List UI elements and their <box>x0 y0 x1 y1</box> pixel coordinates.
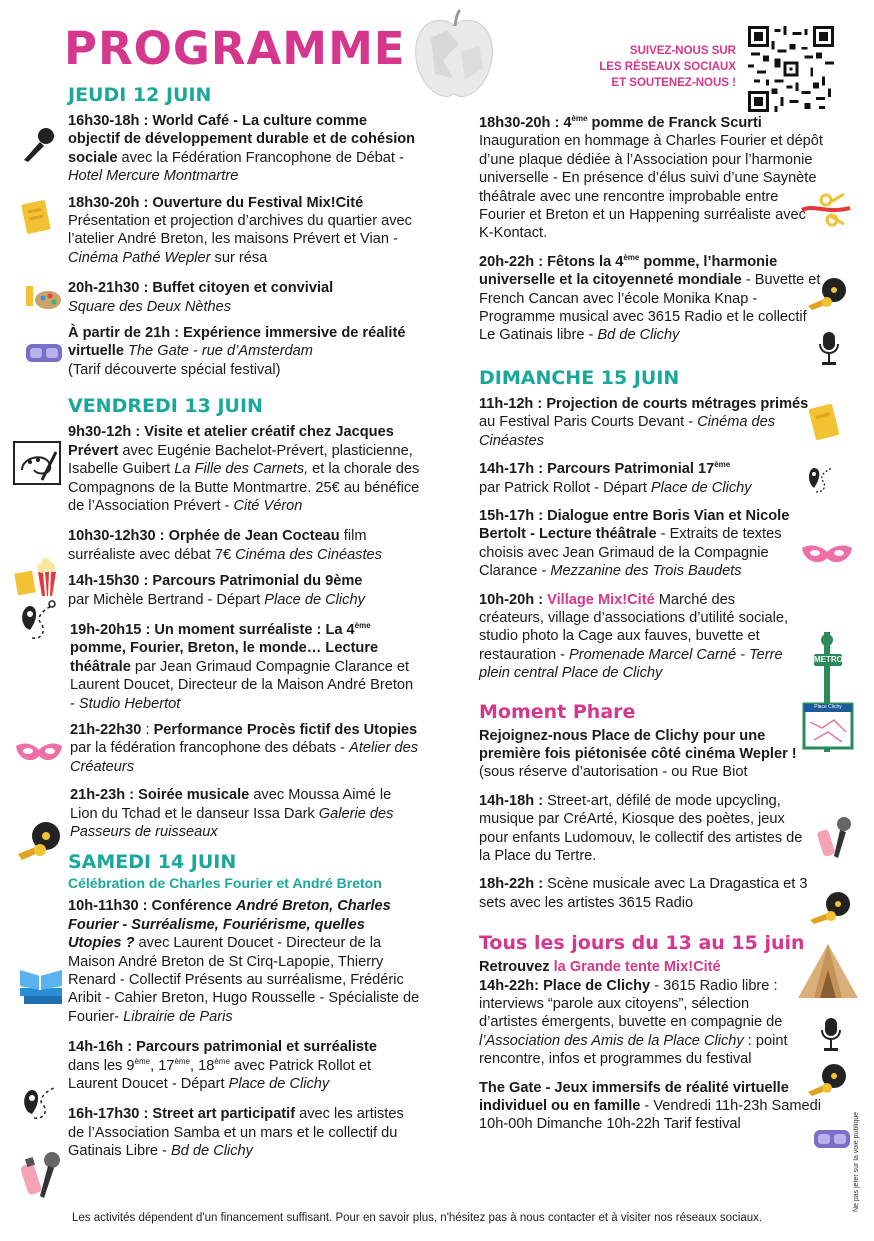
music-vinyl-icon <box>806 1062 848 1098</box>
event-item: 19h-20h15 : Un moment surréaliste : La 4ème pomme, Fourier, Breton, le monde… Lecture théâtrale par Jean Grimaud Compagnie Clarance et Laurent Doucet, Directeur de la Maison André Breton - Studio Hebertot <box>70 621 414 712</box>
qr-code-icon[interactable] <box>746 26 836 112</box>
event-item: Retrouvez la Grande tente Mix!Cité <box>479 959 721 976</box>
studio-mic-icon <box>820 1016 842 1052</box>
event-item: 10h30-12h30 : Orphée de Jean Cocteau film surréaliste avec débat 7€ Cinéma des Cinéastes <box>68 528 382 563</box>
mask-icon <box>14 738 64 766</box>
footer-note: Les activités dépendent d'un financement suffisant. Pour en savoir plus, n'hésitez pas à nous contacter et à visiter nos réseaux sociaux. <box>72 1212 763 1224</box>
route-pin-icon <box>16 598 60 646</box>
metro-label: METRO <box>814 655 843 664</box>
day-heading: VENDREDI 13 JUIN <box>68 395 263 418</box>
event-item: 16h30-18h : World Café - La culture comme objectif de développement durable et de cohésion sociale avec la Fédération Francophone de Débat - Hotel Mercure Montmartre <box>68 113 416 185</box>
event-item: 14h-22h: Place de Clichy - 3615 Radio libre : interviews “parole aux citoyens”, sélection d’artistes émergents, buvette en compagnie de l’Association des Amis de la Place Clichy : point rencontre, infos et programmes du festival <box>479 977 788 1068</box>
vr-headset-icon <box>24 338 64 368</box>
drawing-icon <box>12 440 62 486</box>
event-item: 10h-20h : Village Mix!Cité Marché des créateurs, village d’associations d’utilité sociale, studio photo la Cage aux fauves, buvette et restauration - Promenade Marcel Carné - Terre plein central Place de Clichy <box>479 591 789 682</box>
route-pin-icon <box>18 1082 62 1122</box>
music-vinyl-icon <box>16 820 64 864</box>
event-item: The Gate - Jeux immersifs de réalité virtuelle individuel ou en famille - Vendredi 11h-23h Samedi 10h-00h Dimanche 10h-22h Tarif festival <box>479 1079 822 1133</box>
event-item: 14h-15h30 : Parcours Patrimonial du 9ème par Michèle Bertrand - Départ Place de Clichy <box>68 573 365 608</box>
event-item: 14h-17h : Parcours Patrimonial 17ème par Patrick Rollot - Départ Place de Clichy <box>479 460 752 496</box>
right-column <box>479 114 824 1142</box>
event-item: 16h-17h30 : Street art participatif avec les artistes de l’Association Samba et un mars et le collectif du Gatinais Libre - Bd de Clichy <box>68 1106 404 1160</box>
music-vinyl-icon <box>806 276 848 312</box>
music-vinyl-icon <box>808 890 852 928</box>
page-title: PROGRAMME <box>64 22 406 75</box>
event-item: 18h-22h : Scène musicale avec La Dragastica et 3 sets avec les artistes 3615 Radio <box>479 876 808 911</box>
social-callout: SUIVEZ-NOUS SUR LES RÉSEAUX SOCIAUX ET SOUTENEZ-NOUS ! <box>599 45 736 89</box>
ticket-icon <box>808 402 840 442</box>
event-item: 21h-22h30 : Performance Procès fictif des Utopies par la fédération francophone des débats - Atelier des Créateurs <box>70 721 419 775</box>
vertical-note: Ne pas jeter sur la voie publique <box>853 1111 860 1212</box>
day-heading: DIMANCHE 15 JUIN <box>479 366 680 389</box>
event-item: 14h-18h : Street-art, défilé de mode upcycling, musique par CréArté, Kiosque des poètes, jeux pour enfants Ludomouv, le collectif des artistes de la Place du Tertre. <box>479 792 803 864</box>
event-item: Rejoignez-nous Place de Clichy pour une première fois piétonisée côté cinéma Wepler ! (sous réserve d’autorisation - ou Rue Biot <box>479 727 797 781</box>
day-subheading: Célébration de Charles Fourier et André Breton <box>68 875 382 892</box>
spray-mic-icon <box>18 1150 64 1200</box>
event-item: 20h-22h : Fêtons la 4ème pomme, l’harmonie universelle et la citoyenneté mondiale - Buvette et French Cancan avec l’école Monika Knap - Programme musical avec 3615 Radio et le collectif Le Gatinais libre - Bd de Clichy <box>479 252 821 344</box>
day-heading: SAMEDI 14 JUIN <box>68 851 237 874</box>
left-column <box>68 84 420 1169</box>
metro-sign-icon <box>802 632 854 752</box>
studio-mic-icon <box>818 330 840 366</box>
popcorn-icon <box>14 558 60 598</box>
vr-headset-icon <box>812 1124 852 1154</box>
day-heading: JEUDI 12 JUIN <box>68 84 212 106</box>
event-item: 9h30-12h : Visite et atelier créatif chez Jacques Prévert avec Eugénie Bachelot-Prévert, plasticienne, Isabelle Guibert La Fille des Carnets, et la chorale des Compagnons de la Butte Montmartre. 25€ au bénéfice de l’Association Prévert - Cité Véron <box>68 424 420 514</box>
event-item: À partir de 21h : Expérience immersive de réalité virtuelle The Gate - rue d’Amsterdam (Tarif découverte spécial festival) <box>68 325 406 378</box>
event-item: 18h30-20h : Ouverture du Festival Mix!Cité Présentation et projection d’archives du quartier avec l’atelier André Breton, les maisons Prévert et Vian - Cinéma Pathé Wepler sur résa <box>68 194 412 266</box>
mask-icon <box>800 540 854 568</box>
event-item: 11h-12h : Projection de courts métrages primés au Festival Paris Courts Devant - Cinéma des Cinéastes <box>479 395 809 449</box>
event-item: 20h-21h30 : Buffet citoyen et convivial Square des Deux Nèthes <box>68 280 334 315</box>
ticket-icon <box>20 200 52 234</box>
books-icon <box>16 966 66 1006</box>
ribbon-scissors-icon <box>800 190 852 230</box>
spray-mic-icon <box>816 816 854 860</box>
tent-icon <box>796 940 860 1002</box>
event-item: 10h-11h30 : Conférence André Breton, Charles Fourier - Surréalisme, Fouriérisme, quelles Utopies ? avec Laurent Doucet - Directeur de la Maison André Breton de St Cirq-Lapopie, Thierry Renard - Collectif Présents au surréalisme, Frédéric Aribit - Cahier Breton, Hugo Rousselle - Spécialiste de Fourier- Librairie de Paris <box>68 898 420 1025</box>
event-item: 14h-16h : Parcours patrimonial et surréaliste dans les 9ème, 17ème, 18ème avec Patrick Rollot et Laurent Doucet - Départ Place de Clichy <box>68 1039 378 1093</box>
route-pin-icon <box>804 462 836 496</box>
section-heading: Tous les jours du 13 au 15 juin <box>479 932 805 955</box>
event-item: 18h30-20h : 4ème pomme de Franck Scurti Inauguration en hommage à Charles Fourier et dépôt d’une plaque dédiée à l’Association pour l’harmonie universelle - En présence d’élus suivi d’une Saynète théâtrale avec une rencontre improbable entre Fourier et Breton et un Happening surréaliste avec K-Kontact. <box>479 114 823 242</box>
event-item: 15h-17h : Dialogue entre Boris Vian et Nicole Bertolt - Lecture théâtrale - Extraits de textes choisis avec Jean Grimaud de la Compagnie Clarance - Mezzanine des Trois Baudets <box>479 507 790 580</box>
section-heading: Moment Phare <box>479 700 636 723</box>
microphone-icon <box>20 126 56 164</box>
event-item: 21h-23h : Soirée musicale avec Moussa Aimé le Lion du Tchad et le danseur Issa Dark Galerie des Passeurs de ruisseaux <box>70 787 394 840</box>
palette-icon <box>22 282 62 312</box>
metro-station: Place Clichy <box>814 704 842 710</box>
apple-icon <box>413 8 495 100</box>
